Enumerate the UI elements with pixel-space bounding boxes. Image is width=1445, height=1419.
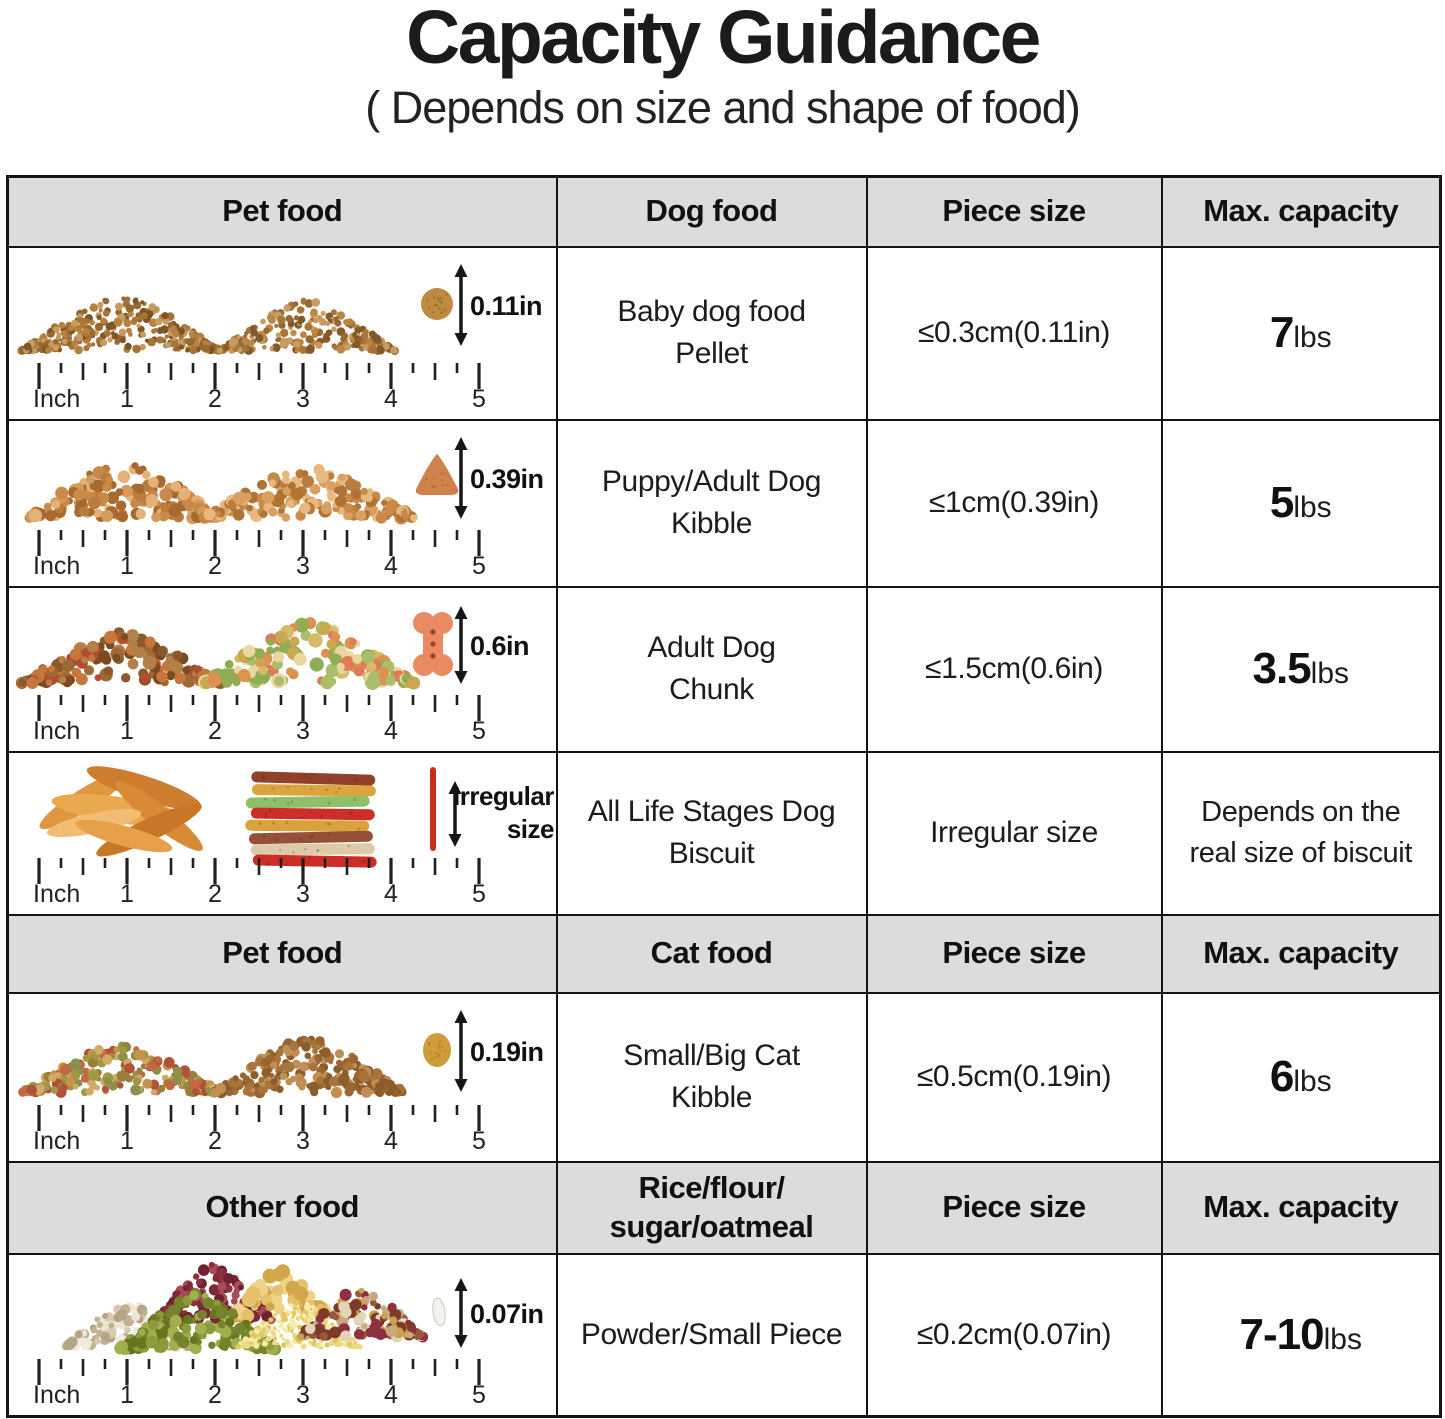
header-cell: Max. capacity <box>1162 915 1441 993</box>
ruler-label: 2 <box>208 1381 222 1410</box>
header-row <box>8 177 1441 247</box>
food-name-cell: Adult Dog Chunk <box>557 587 867 752</box>
ruler-label: 1 <box>120 716 134 745</box>
food-piece-kibble-triangle <box>416 454 458 495</box>
size-label: 0.11in <box>470 290 543 321</box>
food-pile <box>210 1035 407 1098</box>
capacity-table <box>6 175 1442 1418</box>
size-label: 0.19in <box>470 1036 544 1067</box>
size-label: 0.6in <box>470 630 530 661</box>
header-cell: Cat food <box>557 915 867 993</box>
food-name-cell: Powder/Small Piece <box>557 1254 867 1417</box>
food-image-cell <box>8 752 557 915</box>
ruler-label: Inch <box>33 384 81 413</box>
ruler-label: 2 <box>208 716 222 745</box>
food-row <box>8 247 1441 420</box>
food-art <box>9 755 554 912</box>
food-pile <box>198 617 420 690</box>
page-title: Capacity Guidance <box>406 0 1039 79</box>
food-row <box>8 752 1441 915</box>
ruler-label: 5 <box>472 551 486 580</box>
ruler-label: Inch <box>33 1126 81 1155</box>
food-art <box>9 250 554 417</box>
food-pile <box>199 464 418 525</box>
header-cell: Pet food <box>8 177 557 247</box>
food-pile <box>16 627 227 689</box>
food-row <box>8 1254 1441 1417</box>
max-capacity-cell: 6lbs <box>1162 993 1441 1162</box>
max-capacity-cell: 3.5lbs <box>1162 587 1441 752</box>
food-pile-jerky <box>34 758 209 864</box>
header-cell: Pet food <box>8 915 557 993</box>
ruler-label: 5 <box>472 1126 486 1155</box>
food-art <box>9 1256 554 1413</box>
ruler-label: 3 <box>296 1381 310 1410</box>
inch-ruler <box>33 695 486 745</box>
ruler-label: 5 <box>472 879 486 908</box>
inch-ruler <box>33 363 486 413</box>
size-indicator <box>455 264 468 346</box>
size-indicator <box>455 606 468 684</box>
max-capacity-cell: Depends on the real size of biscuit <box>1162 752 1441 915</box>
food-name-cell: Small/Big Cat Kibble <box>557 993 867 1162</box>
piece-size-cell: ≤0.3cm(0.11in) <box>867 247 1162 420</box>
max-capacity-cell: 7lbs <box>1162 247 1441 420</box>
ruler-label: 4 <box>384 716 398 745</box>
ruler-label: 4 <box>384 1126 398 1155</box>
ruler-label: 4 <box>384 384 398 413</box>
food-row <box>8 420 1441 587</box>
food-art <box>9 423 554 584</box>
food-piece-rice <box>431 1298 447 1327</box>
ruler-label: 2 <box>208 1126 222 1155</box>
food-pile <box>216 297 399 355</box>
header-cell: Max. capacity <box>1162 1162 1441 1254</box>
size-indicator <box>455 437 468 519</box>
inch-ruler <box>33 1359 486 1409</box>
header-cell: Rice/flour/ sugar/oatmeal <box>557 1162 867 1254</box>
ruler-label: Inch <box>33 1381 81 1410</box>
header-row <box>8 1162 1441 1254</box>
size-label: Irregular <box>453 780 554 811</box>
food-name-cell: Baby dog food Pellet <box>557 247 867 420</box>
ruler-label: Inch <box>33 879 81 908</box>
ruler-label: 3 <box>296 879 310 908</box>
ruler-label: 2 <box>208 384 222 413</box>
inch-ruler <box>33 858 486 908</box>
food-pile <box>17 296 223 355</box>
ruler-label: 4 <box>384 1381 398 1410</box>
max-capacity-cell: 5lbs <box>1162 420 1441 587</box>
ruler-label: 3 <box>296 1126 310 1155</box>
ruler-label: 4 <box>384 879 398 908</box>
food-image-cell <box>8 420 557 587</box>
header-row <box>8 915 1441 993</box>
food-piece-stick <box>430 767 436 851</box>
ruler-label: 1 <box>120 551 134 580</box>
food-pile <box>18 1041 224 1097</box>
ruler-label: 5 <box>472 384 486 413</box>
piece-size-cell: Irregular size <box>867 752 1162 915</box>
ruler-label: 5 <box>472 1381 486 1410</box>
food-piece-pellet <box>421 288 453 320</box>
header-cell: Piece size <box>867 915 1162 993</box>
food-image-cell <box>8 1254 557 1417</box>
ruler-label: Inch <box>33 716 81 745</box>
ruler-label: 1 <box>120 1381 134 1410</box>
size-indicator <box>455 1010 468 1092</box>
piece-size-cell: ≤1.5cm(0.6in) <box>867 587 1162 752</box>
capacity-table-body <box>8 177 1441 1417</box>
ruler-label: 2 <box>208 551 222 580</box>
food-art <box>9 590 554 749</box>
ruler-label: 1 <box>120 1126 134 1155</box>
header-cell: Dog food <box>557 177 867 247</box>
ruler-label: 1 <box>120 879 134 908</box>
size-indicator <box>455 1278 468 1348</box>
food-name-cell: Puppy/Adult Dog Kibble <box>557 420 867 587</box>
piece-size-cell: ≤0.2cm(0.07in) <box>867 1254 1162 1417</box>
food-pile <box>25 462 222 524</box>
food-art <box>9 996 554 1159</box>
piece-size-cell: ≤0.5cm(0.19in) <box>867 993 1162 1162</box>
ruler-label: 5 <box>472 716 486 745</box>
header-cell: Piece size <box>867 1162 1162 1254</box>
inch-ruler <box>33 1105 486 1155</box>
ruler-label: Inch <box>33 551 81 580</box>
piece-size-cell: ≤1cm(0.39in) <box>867 420 1162 587</box>
page-subtitle: ( Depends on size and shape of food) <box>365 82 1080 133</box>
food-piece-bone <box>413 612 453 676</box>
food-name-cell: All Life Stages Dog Biscuit <box>557 752 867 915</box>
food-image-cell <box>8 993 557 1162</box>
inch-ruler <box>33 530 486 580</box>
size-label: 0.39in <box>470 463 544 494</box>
max-capacity-cell: 7-10lbs <box>1162 1254 1441 1417</box>
ruler-label: 2 <box>208 879 222 908</box>
food-pile-sticks <box>245 771 377 868</box>
food-image-cell <box>8 247 557 420</box>
size-label: size <box>506 813 554 844</box>
ruler-label: 3 <box>296 551 310 580</box>
ruler-label: 4 <box>384 551 398 580</box>
food-image-cell <box>8 587 557 752</box>
ruler-label: 3 <box>296 384 310 413</box>
food-row <box>8 993 1441 1162</box>
food-row <box>8 587 1441 752</box>
food-piece-oval <box>423 1033 451 1067</box>
ruler-label: 1 <box>120 384 134 413</box>
header-cell: Other food <box>8 1162 557 1254</box>
ruler-label: 3 <box>296 716 310 745</box>
header-cell: Piece size <box>867 177 1162 247</box>
header-cell: Max. capacity <box>1162 177 1441 247</box>
size-label: 0.07in <box>470 1299 544 1330</box>
